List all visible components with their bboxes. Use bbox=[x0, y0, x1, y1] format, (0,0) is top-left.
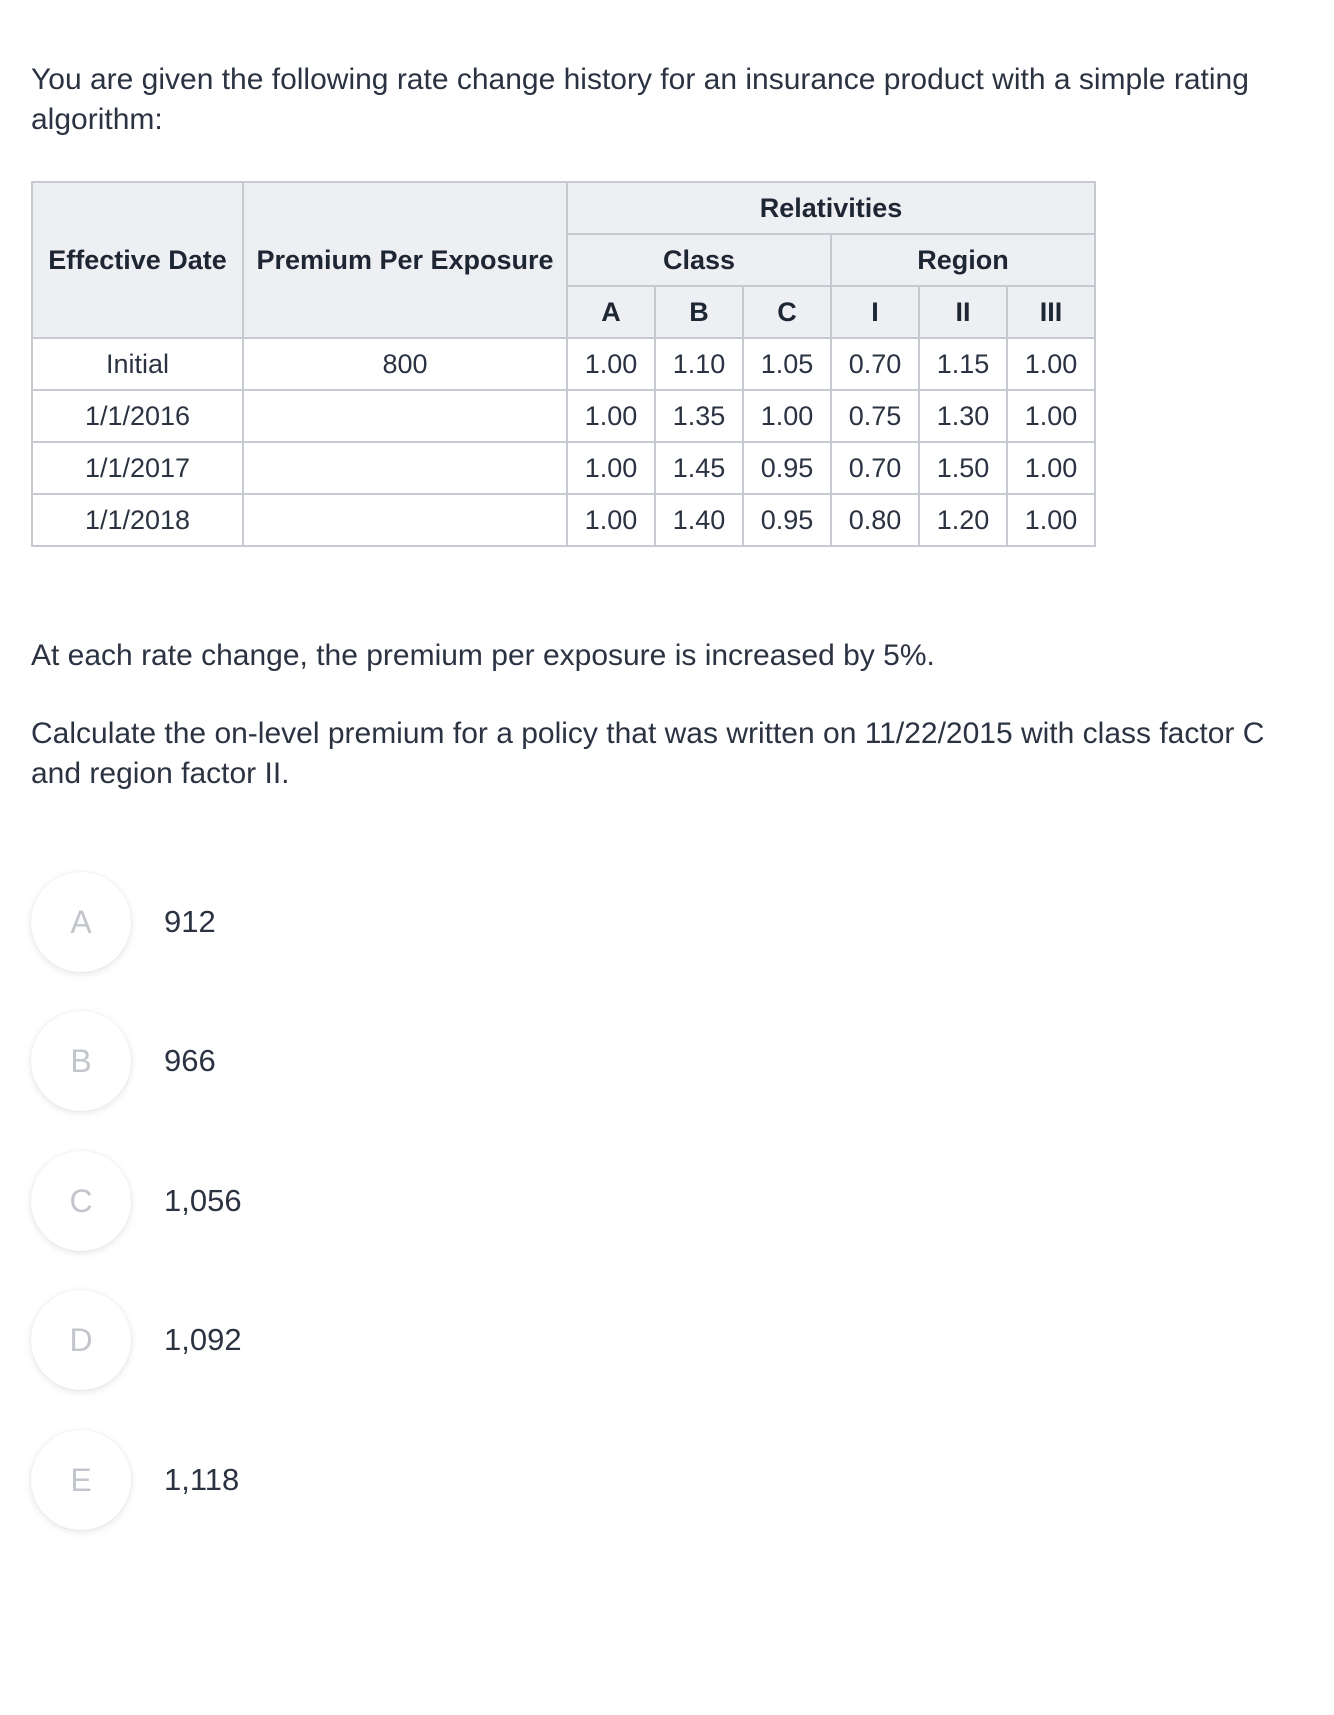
cell-premium: 800 bbox=[243, 338, 567, 390]
answer-option-b[interactable] bbox=[31, 1011, 631, 1111]
header-region-iii: III bbox=[1007, 286, 1095, 338]
header-class-c: C bbox=[743, 286, 831, 338]
answer-option-d[interactable] bbox=[31, 1290, 631, 1390]
cell-date: 1/1/2018 bbox=[32, 494, 243, 546]
question-prompt: Calculate the on-level premium for a policy that was written on 11/22/2015 with class factor C and region factor II. bbox=[31, 717, 1265, 790]
table-row bbox=[32, 442, 1095, 494]
cell-date: 1/1/2017 bbox=[32, 442, 243, 494]
answer-option-c[interactable] bbox=[31, 1151, 631, 1251]
header-class-a: A bbox=[567, 286, 655, 338]
header-effective-date: Effective Date bbox=[32, 182, 243, 338]
option-value: 1,056 bbox=[164, 1183, 242, 1218]
cell-class-b: 1.40 bbox=[655, 494, 743, 546]
cell-class-c: 0.95 bbox=[743, 442, 831, 494]
header-region: Region bbox=[831, 234, 1095, 286]
cell-class-c: 1.05 bbox=[743, 338, 831, 390]
header-relativities: Relativities bbox=[567, 182, 1095, 234]
cell-region-ii: 1.20 bbox=[919, 494, 1007, 546]
cell-date: 1/1/2016 bbox=[32, 390, 243, 442]
cell-region-ii: 1.15 bbox=[919, 338, 1007, 390]
table-row bbox=[32, 494, 1095, 546]
option-letter-badge: B bbox=[31, 1011, 131, 1111]
answer-option-a[interactable] bbox=[31, 872, 631, 972]
cell-premium bbox=[243, 494, 567, 546]
header-region-i: I bbox=[831, 286, 919, 338]
table-header-row bbox=[32, 182, 1095, 234]
cell-class-c: 1.00 bbox=[743, 390, 831, 442]
cell-region-ii: 1.30 bbox=[919, 390, 1007, 442]
option-letter-badge: C bbox=[31, 1151, 131, 1251]
cell-region-iii: 1.00 bbox=[1007, 338, 1095, 390]
option-value: 1,118 bbox=[164, 1462, 240, 1497]
cell-class-b: 1.45 bbox=[655, 442, 743, 494]
option-value: 966 bbox=[164, 1043, 216, 1078]
option-letter-badge: A bbox=[31, 872, 131, 972]
header-premium-per-exposure: Premium Per Exposure bbox=[243, 182, 567, 338]
answer-option-e[interactable] bbox=[31, 1430, 631, 1530]
cell-class-a: 1.00 bbox=[567, 390, 655, 442]
cell-class-b: 1.10 bbox=[655, 338, 743, 390]
question-intro: You are given the following rate change history for an insurance product with a simple rating algorithm: bbox=[31, 63, 1249, 136]
cell-premium bbox=[243, 442, 567, 494]
cell-class-a: 1.00 bbox=[567, 338, 655, 390]
cell-class-a: 1.00 bbox=[567, 494, 655, 546]
option-letter-badge: D bbox=[31, 1290, 131, 1390]
cell-region-i: 0.70 bbox=[831, 338, 919, 390]
cell-region-iii: 1.00 bbox=[1007, 494, 1095, 546]
cell-region-i: 0.70 bbox=[831, 442, 919, 494]
cell-region-iii: 1.00 bbox=[1007, 390, 1095, 442]
header-region-ii: II bbox=[919, 286, 1007, 338]
option-letter-badge: E bbox=[31, 1430, 131, 1530]
table-row bbox=[32, 338, 1095, 390]
cell-region-ii: 1.50 bbox=[919, 442, 1007, 494]
cell-region-i: 0.75 bbox=[831, 390, 919, 442]
header-class: Class bbox=[567, 234, 831, 286]
cell-class-c: 0.95 bbox=[743, 494, 831, 546]
cell-class-b: 1.35 bbox=[655, 390, 743, 442]
rate-change-table bbox=[31, 181, 1096, 547]
cell-region-i: 0.80 bbox=[831, 494, 919, 546]
cell-class-a: 1.00 bbox=[567, 442, 655, 494]
option-value: 1,092 bbox=[164, 1322, 242, 1357]
question-rate-change-note: At each rate change, the premium per exposure is increased by 5%. bbox=[31, 639, 935, 672]
header-class-b: B bbox=[655, 286, 743, 338]
cell-premium bbox=[243, 390, 567, 442]
table-row bbox=[32, 390, 1095, 442]
option-value: 912 bbox=[164, 904, 216, 939]
cell-region-iii: 1.00 bbox=[1007, 442, 1095, 494]
cell-date: Initial bbox=[32, 338, 243, 390]
